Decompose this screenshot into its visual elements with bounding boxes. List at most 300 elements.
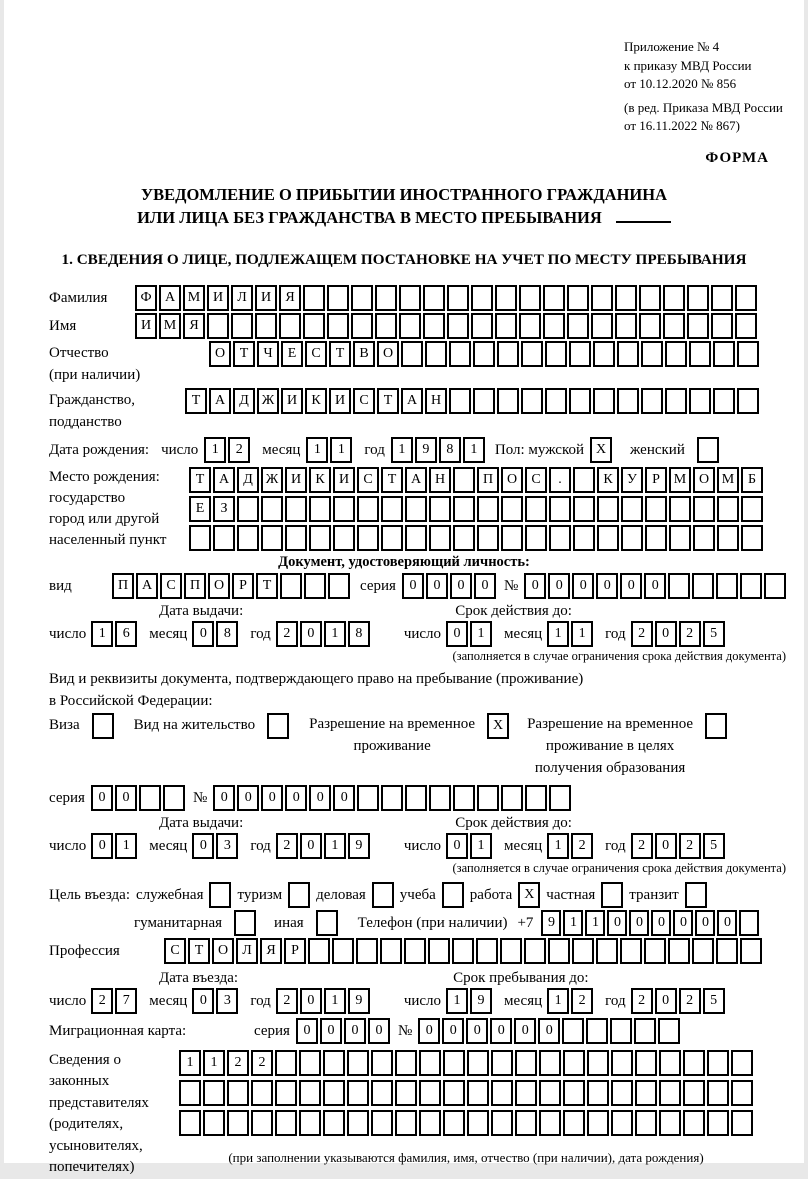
char-cell[interactable] [548,938,570,964]
char-cell[interactable]: 3 [216,833,238,859]
char-cell[interactable]: 2 [91,988,113,1014]
char-cell[interactable] [524,938,546,964]
char-cell[interactable]: Ч [257,341,279,367]
char-cell[interactable]: 2 [631,988,653,1014]
char-cell[interactable] [327,313,349,339]
char-cell[interactable] [405,496,427,522]
char-cell[interactable] [371,1080,393,1106]
edu-permit-checkbox-cell[interactable] [705,713,727,739]
char-cell[interactable] [357,525,379,551]
char-cell[interactable] [569,388,591,414]
char-cell[interactable] [525,496,547,522]
char-cell[interactable] [399,313,421,339]
char-cell[interactable] [525,525,547,551]
char-cell[interactable] [713,388,735,414]
char-cell[interactable]: Л [231,285,253,311]
purpose-humanitarian-checkbox[interactable] [234,910,256,936]
char-cell[interactable]: 2 [571,988,593,1014]
char-cell[interactable] [380,938,402,964]
char-cell[interactable]: 1 [330,437,352,463]
char-cell[interactable]: 1 [306,437,328,463]
purpose-tourism-checkbox-cell[interactable] [288,882,310,908]
char-cell[interactable]: Т [233,341,255,367]
char-cell[interactable] [611,1080,633,1106]
char-cell[interactable] [549,525,571,551]
char-cell[interactable] [428,938,450,964]
char-cell[interactable]: Н [425,388,447,414]
char-cell[interactable] [693,496,715,522]
char-cell[interactable]: 2 [251,1050,273,1076]
char-cell[interactable] [716,573,738,599]
char-cell[interactable] [404,938,426,964]
char-cell[interactable]: 0 [192,833,214,859]
char-cell[interactable] [617,341,639,367]
char-cell[interactable]: 1 [547,621,569,647]
char-cell[interactable] [521,341,543,367]
char-cell[interactable] [323,1080,345,1106]
char-cell[interactable] [665,341,687,367]
char-cell[interactable]: 1 [571,621,593,647]
char-cell[interactable]: 1 [324,988,346,1014]
char-cell[interactable]: 7 [115,988,137,1014]
char-cell[interactable]: А [209,388,231,414]
char-cell[interactable] [621,525,643,551]
char-cell[interactable] [587,1110,609,1136]
char-cell[interactable] [543,313,565,339]
char-cell[interactable] [473,341,495,367]
temp-permit-checkbox[interactable] [487,713,509,739]
char-cell[interactable] [500,938,522,964]
char-cell[interactable] [713,341,735,367]
char-cell[interactable]: 1 [446,988,468,1014]
char-cell[interactable]: И [281,388,303,414]
char-cell[interactable]: 2 [276,988,298,1014]
char-cell[interactable] [323,1110,345,1136]
char-cell[interactable] [467,1110,489,1136]
char-cell[interactable]: Т [256,573,278,599]
char-cell[interactable] [327,285,349,311]
char-cell[interactable]: С [160,573,182,599]
char-cell[interactable] [163,785,185,811]
purpose-business-checkbox-cell[interactable] [372,882,394,908]
char-cell[interactable] [717,496,739,522]
char-cell[interactable] [663,285,685,311]
char-cell[interactable] [299,1050,321,1076]
char-cell[interactable] [711,313,733,339]
char-cell[interactable]: 1 [470,833,492,859]
char-cell[interactable]: 8 [439,437,461,463]
char-cell[interactable]: Е [281,341,303,367]
char-cell[interactable]: 0 [695,910,715,936]
char-cell[interactable]: Р [284,938,306,964]
char-cell[interactable] [251,1110,273,1136]
char-cell[interactable] [687,313,709,339]
char-cell[interactable] [399,285,421,311]
char-cell[interactable]: 1 [547,833,569,859]
char-cell[interactable] [309,525,331,551]
char-cell[interactable]: 0 [450,573,472,599]
char-cell[interactable]: 0 [344,1018,366,1044]
char-cell[interactable]: С [525,467,547,493]
char-cell[interactable] [741,525,763,551]
char-cell[interactable]: 0 [514,1018,536,1044]
char-cell[interactable]: 0 [490,1018,512,1044]
char-cell[interactable]: 0 [368,1018,390,1044]
char-cell[interactable]: 0 [192,988,214,1014]
char-cell[interactable] [521,388,543,414]
char-cell[interactable] [351,285,373,311]
char-cell[interactable] [501,525,523,551]
char-cell[interactable]: 0 [300,988,322,1014]
char-cell[interactable]: Л [236,938,258,964]
char-cell[interactable]: 0 [418,1018,440,1044]
char-cell[interactable]: 0 [651,910,671,936]
char-cell[interactable] [549,496,571,522]
visa-checkbox-cell[interactable] [92,713,114,739]
char-cell[interactable] [452,938,474,964]
char-cell[interactable] [347,1110,369,1136]
char-cell[interactable] [740,938,762,964]
char-cell[interactable] [495,285,517,311]
char-cell[interactable]: 8 [348,621,370,647]
char-cell[interactable] [323,1050,345,1076]
char-cell[interactable]: Ж [261,467,283,493]
char-cell[interactable] [587,1050,609,1076]
char-cell[interactable] [179,1110,201,1136]
char-cell[interactable] [659,1080,681,1106]
char-cell[interactable]: А [401,388,423,414]
char-cell[interactable] [587,1080,609,1106]
char-cell[interactable] [227,1110,249,1136]
char-cell[interactable] [351,313,373,339]
char-cell[interactable]: Е [189,496,211,522]
char-cell[interactable] [255,313,277,339]
purpose-other-checkbox-cell[interactable] [316,910,338,936]
char-cell[interactable] [261,496,283,522]
char-cell[interactable]: 2 [228,437,250,463]
char-cell[interactable] [429,785,451,811]
char-cell[interactable]: А [213,467,235,493]
char-cell[interactable] [692,938,714,964]
char-cell[interactable] [543,285,565,311]
char-cell[interactable] [573,496,595,522]
char-cell[interactable] [567,313,589,339]
char-cell[interactable] [573,467,595,493]
char-cell[interactable] [689,341,711,367]
char-cell[interactable] [563,1080,585,1106]
char-cell[interactable] [683,1110,705,1136]
char-cell[interactable] [731,1110,753,1136]
char-cell[interactable]: 1 [204,437,226,463]
char-cell[interactable] [711,285,733,311]
char-cell[interactable] [687,285,709,311]
char-cell[interactable]: О [377,341,399,367]
char-cell[interactable] [139,785,161,811]
visa-checkbox[interactable] [92,713,114,739]
purpose-tourism-checkbox[interactable] [288,882,310,908]
char-cell[interactable]: 2 [679,833,701,859]
char-cell[interactable] [477,525,499,551]
char-cell[interactable]: В [353,341,375,367]
sex-female-checkbox-cell[interactable] [697,437,719,463]
char-cell[interactable]: 9 [541,910,561,936]
char-cell[interactable]: 2 [631,621,653,647]
char-cell[interactable] [635,1050,657,1076]
char-cell[interactable] [737,388,759,414]
char-cell[interactable]: 0 [115,785,137,811]
char-cell[interactable]: Б [741,467,763,493]
char-cell[interactable]: 0 [548,573,570,599]
char-cell[interactable]: О [212,938,234,964]
char-cell[interactable]: 9 [470,988,492,1014]
char-cell[interactable] [279,313,301,339]
char-cell[interactable] [285,525,307,551]
char-cell[interactable] [375,285,397,311]
char-cell[interactable] [308,938,330,964]
char-cell[interactable]: 9 [415,437,437,463]
residence-permit-checkbox[interactable] [267,713,289,739]
char-cell[interactable] [280,573,302,599]
char-cell[interactable]: 0 [426,573,448,599]
char-cell[interactable] [371,1050,393,1076]
char-cell[interactable] [381,525,403,551]
char-cell[interactable]: 0 [402,573,424,599]
char-cell[interactable] [597,525,619,551]
char-cell[interactable] [610,1018,632,1044]
char-cell[interactable]: С [353,388,375,414]
char-cell[interactable]: 0 [91,785,113,811]
char-cell[interactable] [405,525,427,551]
char-cell[interactable]: 0 [213,785,235,811]
char-cell[interactable] [491,1110,513,1136]
char-cell[interactable]: 1 [547,988,569,1014]
char-cell[interactable]: К [597,467,619,493]
char-cell[interactable] [717,525,739,551]
char-cell[interactable] [333,496,355,522]
char-cell[interactable] [659,1110,681,1136]
char-cell[interactable] [429,496,451,522]
char-cell[interactable]: О [501,467,523,493]
purpose-private-checkbox-cell[interactable] [601,882,623,908]
char-cell[interactable]: Т [189,467,211,493]
char-cell[interactable] [395,1110,417,1136]
char-cell[interactable]: З [213,496,235,522]
char-cell[interactable] [275,1050,297,1076]
char-cell[interactable] [707,1080,729,1106]
purpose-work-checkbox-cell[interactable]: X [518,882,540,908]
char-cell[interactable]: 0 [572,573,594,599]
char-cell[interactable] [443,1050,465,1076]
char-cell[interactable]: 0 [629,910,649,936]
char-cell[interactable] [731,1080,753,1106]
char-cell[interactable] [477,785,499,811]
char-cell[interactable] [347,1080,369,1106]
char-cell[interactable] [668,938,690,964]
char-cell[interactable] [689,388,711,414]
char-cell[interactable] [573,525,595,551]
char-cell[interactable]: 0 [446,833,468,859]
char-cell[interactable] [707,1110,729,1136]
char-cell[interactable] [491,1050,513,1076]
char-cell[interactable]: 0 [655,621,677,647]
char-cell[interactable] [620,938,642,964]
char-cell[interactable]: 0 [620,573,642,599]
char-cell[interactable] [227,1080,249,1106]
char-cell[interactable]: И [207,285,229,311]
char-cell[interactable]: А [159,285,181,311]
char-cell[interactable] [693,525,715,551]
char-cell[interactable] [203,1110,225,1136]
char-cell[interactable] [497,388,519,414]
char-cell[interactable] [203,1080,225,1106]
char-cell[interactable] [519,313,541,339]
char-cell[interactable]: А [405,467,427,493]
char-cell[interactable] [615,313,637,339]
char-cell[interactable]: 1 [115,833,137,859]
char-cell[interactable] [443,1080,465,1106]
char-cell[interactable] [716,938,738,964]
char-cell[interactable]: 0 [300,833,322,859]
char-cell[interactable]: 1 [324,621,346,647]
char-cell[interactable] [453,467,475,493]
char-cell[interactable] [303,285,325,311]
char-cell[interactable] [735,285,757,311]
char-cell[interactable]: 0 [717,910,737,936]
char-cell[interactable]: П [184,573,206,599]
char-cell[interactable] [299,1080,321,1106]
char-cell[interactable] [471,285,493,311]
char-cell[interactable] [449,341,471,367]
char-cell[interactable] [740,573,762,599]
char-cell[interactable] [644,938,666,964]
char-cell[interactable] [539,1080,561,1106]
char-cell[interactable] [381,785,403,811]
char-cell[interactable] [735,313,757,339]
char-cell[interactable]: 0 [538,1018,560,1044]
purpose-work-checkbox[interactable] [518,882,540,908]
char-cell[interactable] [231,313,253,339]
char-cell[interactable]: 0 [296,1018,318,1044]
char-cell[interactable] [179,1080,201,1106]
purpose-business-checkbox[interactable] [372,882,394,908]
char-cell[interactable]: С [357,467,379,493]
char-cell[interactable]: 9 [348,833,370,859]
char-cell[interactable]: 6 [115,621,137,647]
char-cell[interactable]: Т [188,938,210,964]
char-cell[interactable] [596,938,618,964]
char-cell[interactable] [563,1110,585,1136]
char-cell[interactable] [453,525,475,551]
char-cell[interactable] [304,573,326,599]
char-cell[interactable] [645,496,667,522]
char-cell[interactable]: 0 [446,621,468,647]
char-cell[interactable] [663,313,685,339]
purpose-official-checkbox-cell[interactable] [209,882,231,908]
purpose-official-checkbox[interactable] [209,882,231,908]
char-cell[interactable]: 5 [703,833,725,859]
char-cell[interactable]: Т [377,388,399,414]
char-cell[interactable]: 5 [703,988,725,1014]
char-cell[interactable]: 2 [679,621,701,647]
char-cell[interactable]: 0 [596,573,618,599]
char-cell[interactable] [645,525,667,551]
char-cell[interactable] [641,388,663,414]
char-cell[interactable]: 0 [300,621,322,647]
char-cell[interactable] [669,525,691,551]
char-cell[interactable]: 9 [348,988,370,1014]
char-cell[interactable] [563,1050,585,1076]
char-cell[interactable] [639,285,661,311]
char-cell[interactable] [741,496,763,522]
char-cell[interactable] [586,1018,608,1044]
char-cell[interactable] [275,1110,297,1136]
char-cell[interactable] [658,1018,680,1044]
sex-female-checkbox[interactable] [697,437,719,463]
char-cell[interactable] [477,496,499,522]
char-cell[interactable] [347,1050,369,1076]
char-cell[interactable] [237,525,259,551]
char-cell[interactable] [303,313,325,339]
purpose-humanitarian-checkbox-cell[interactable] [234,910,256,936]
char-cell[interactable] [395,1080,417,1106]
char-cell[interactable]: К [305,388,327,414]
char-cell[interactable]: 1 [203,1050,225,1076]
char-cell[interactable]: 0 [655,988,677,1014]
char-cell[interactable]: Я [260,938,282,964]
char-cell[interactable]: 0 [261,785,283,811]
char-cell[interactable] [545,388,567,414]
char-cell[interactable]: Ф [135,285,157,311]
char-cell[interactable]: С [305,341,327,367]
char-cell[interactable] [405,785,427,811]
char-cell[interactable] [371,1110,393,1136]
char-cell[interactable] [471,313,493,339]
char-cell[interactable] [611,1050,633,1076]
char-cell[interactable] [668,573,690,599]
char-cell[interactable] [707,1050,729,1076]
char-cell[interactable]: Я [279,285,301,311]
char-cell[interactable]: М [717,467,739,493]
char-cell[interactable]: 1 [463,437,485,463]
char-cell[interactable]: 0 [192,621,214,647]
char-cell[interactable] [447,285,469,311]
purpose-transit-checkbox[interactable] [685,882,707,908]
purpose-study-checkbox-cell[interactable] [442,882,464,908]
char-cell[interactable]: И [285,467,307,493]
char-cell[interactable]: 2 [227,1050,249,1076]
char-cell[interactable] [261,525,283,551]
char-cell[interactable]: А [136,573,158,599]
char-cell[interactable] [419,1110,441,1136]
char-cell[interactable]: 0 [320,1018,342,1044]
char-cell[interactable]: М [159,313,181,339]
char-cell[interactable] [737,341,759,367]
char-cell[interactable]: Р [232,573,254,599]
char-cell[interactable] [683,1080,705,1106]
char-cell[interactable] [381,496,403,522]
char-cell[interactable] [476,938,498,964]
char-cell[interactable]: 0 [673,910,693,936]
char-cell[interactable]: Т [185,388,207,414]
char-cell[interactable]: 0 [524,573,546,599]
char-cell[interactable] [731,1050,753,1076]
char-cell[interactable] [501,496,523,522]
char-cell[interactable] [419,1080,441,1106]
char-cell[interactable]: К [309,467,331,493]
char-cell[interactable]: 0 [474,573,496,599]
char-cell[interactable]: Ж [257,388,279,414]
char-cell[interactable] [692,573,714,599]
